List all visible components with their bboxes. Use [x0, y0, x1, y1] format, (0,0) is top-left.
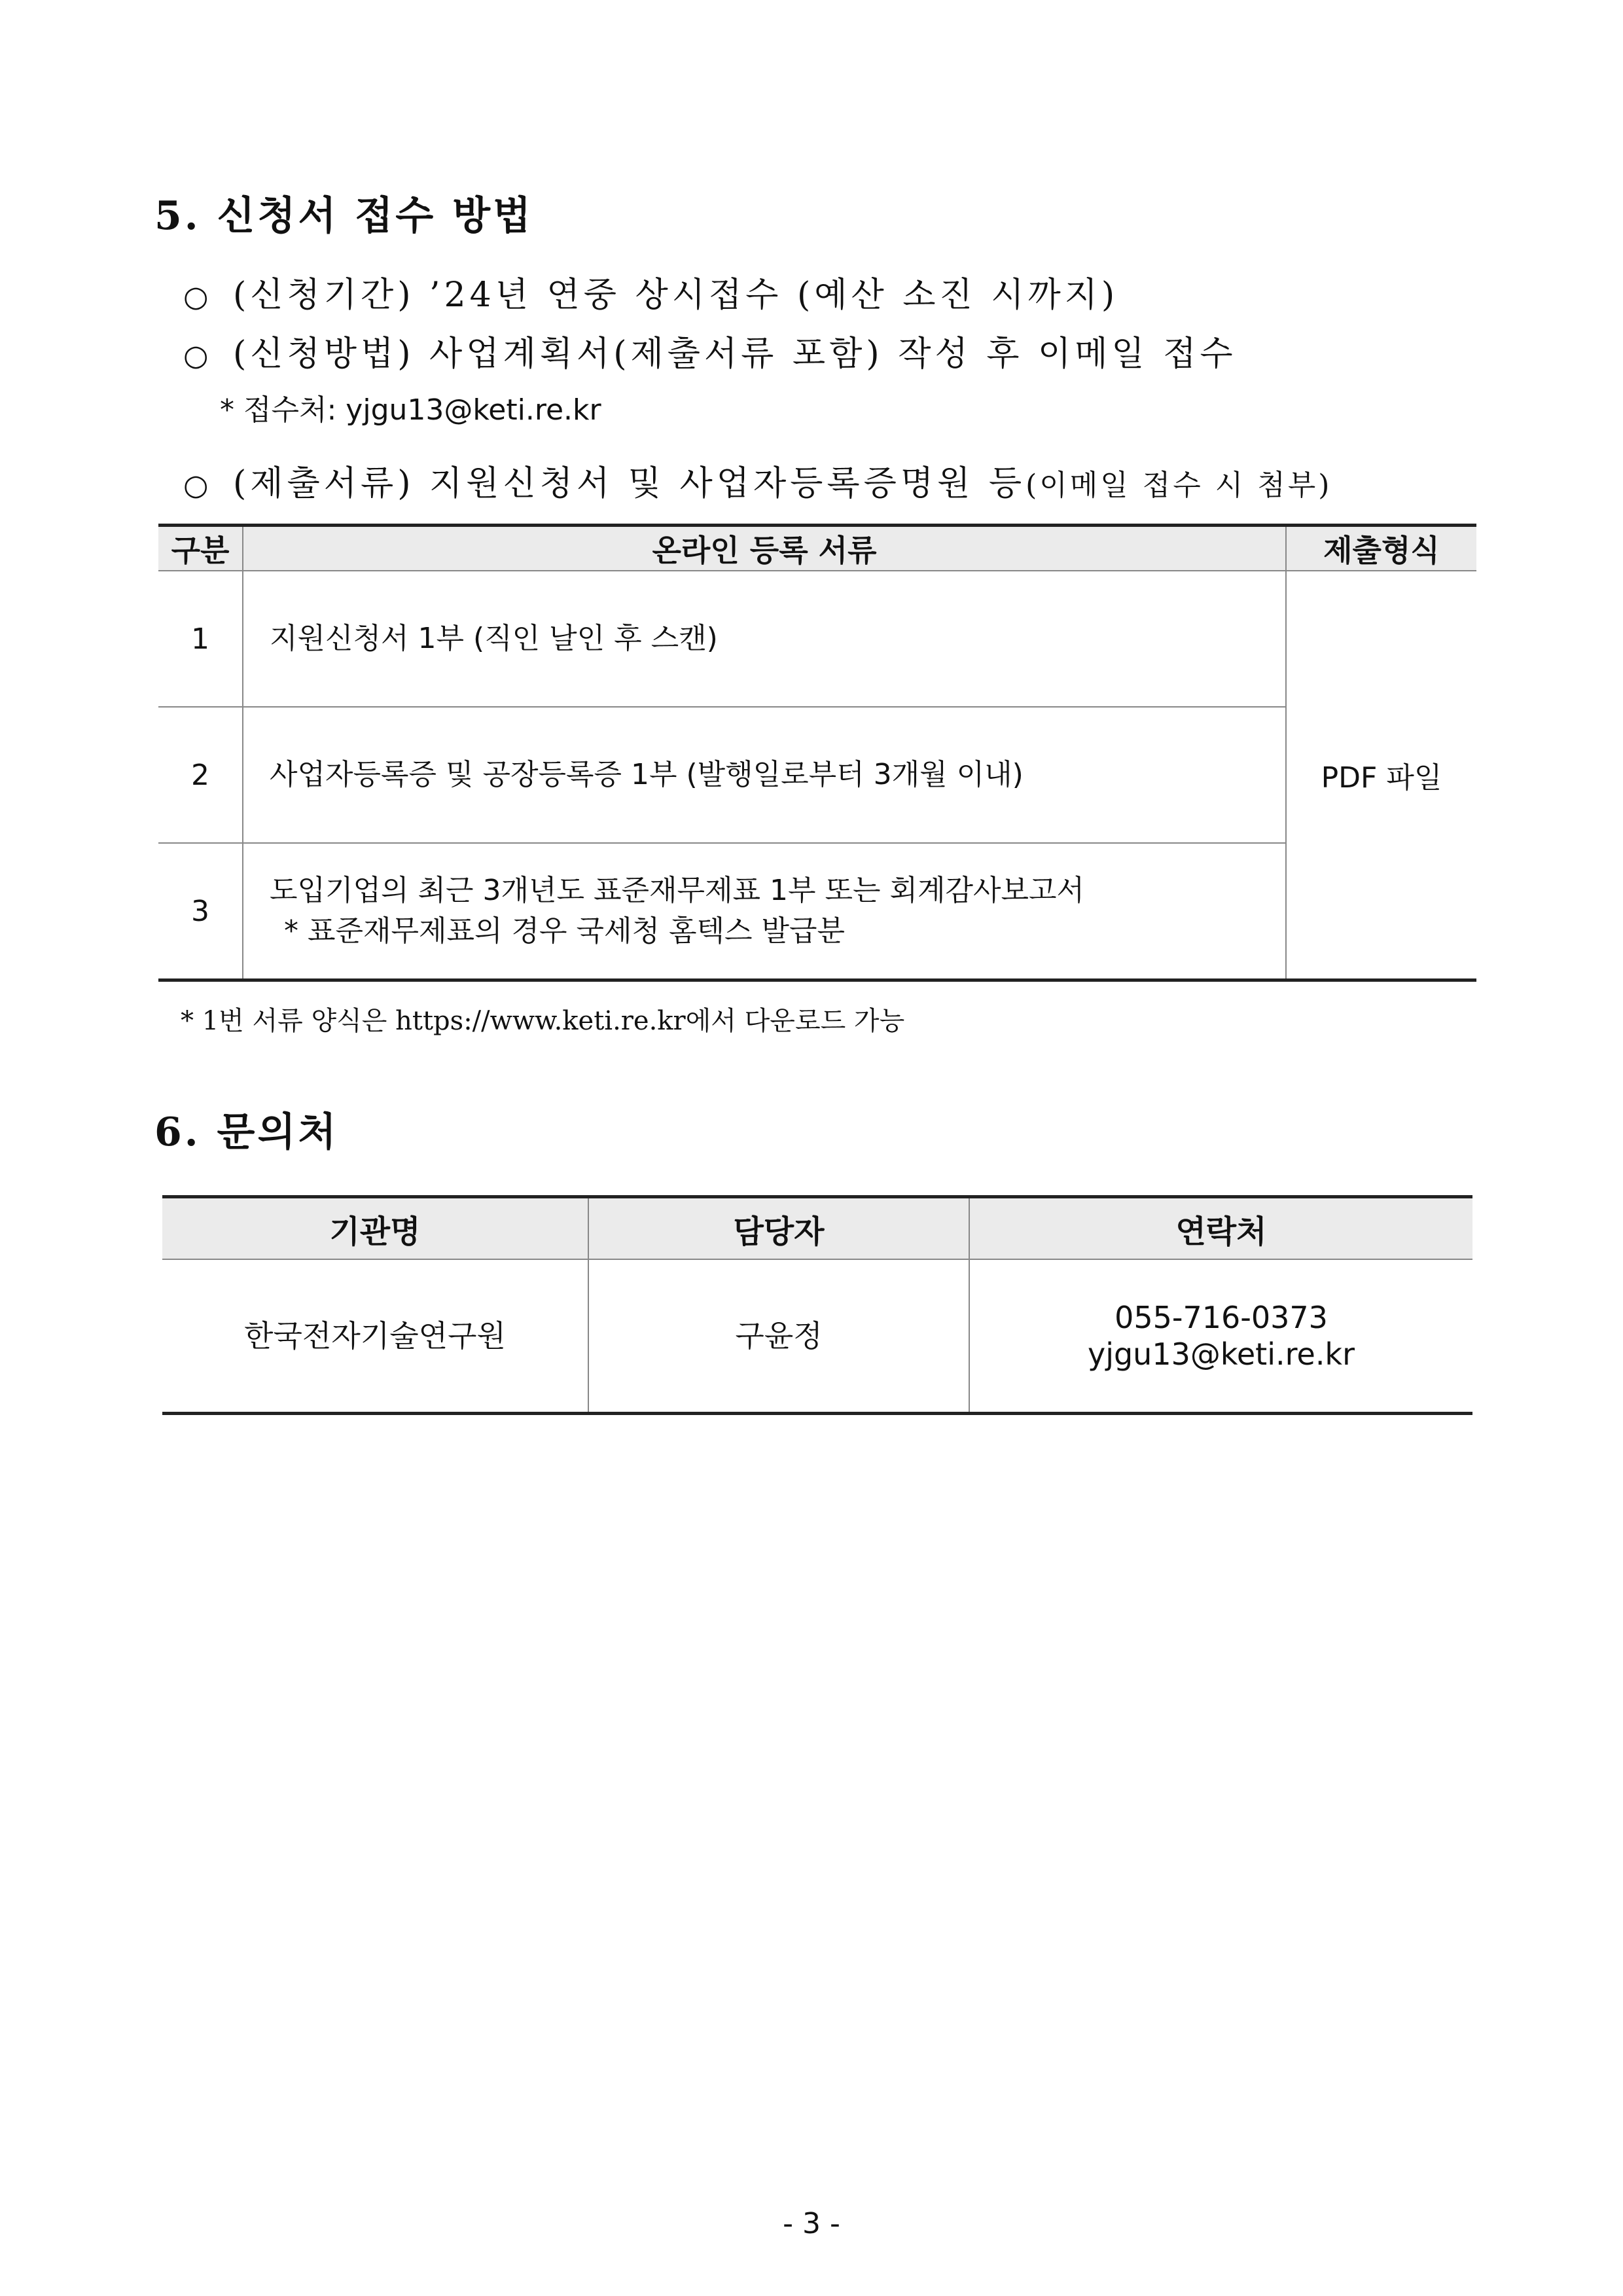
section-6-title: 6. 문의처: [154, 1109, 339, 1155]
bullet-text: (제출서류) 지원신청서 및 사업자등록증명원 등: [233, 464, 1026, 503]
circle-bullet-icon: ○: [183, 280, 209, 314]
row-number: 2: [158, 707, 243, 843]
bullet-application-period: [183, 267, 1118, 316]
documents-table: [158, 524, 1476, 982]
bullet-text: (신청방법) 사업계획서(제출서류 포함) 작성 후 이메일 접수: [233, 334, 1237, 374]
section-5-title: 5. 신청서 접수 방법: [154, 193, 534, 239]
circle-bullet-icon: ○: [183, 339, 209, 372]
phone-number: 055-716-0373: [1115, 1300, 1328, 1335]
row-description-note: * 표준재무제표의 경우 국세청 홈텍스 발급분: [284, 914, 846, 948]
row-number: 1: [158, 571, 243, 707]
row-number: 3: [158, 843, 243, 980]
circle-bullet-icon: ○: [183, 469, 209, 502]
bullet-text: (신청기간) ’24년 연중 상시접수 (예산 소진 시까지): [233, 276, 1119, 315]
organization-name: 한국전자기술연구원: [162, 1259, 588, 1414]
table-row: [158, 843, 1476, 980]
table-row: [158, 571, 1476, 707]
header-person: 담당자: [588, 1197, 969, 1260]
contact-table: [162, 1195, 1472, 1415]
header-organization: 기관명: [162, 1197, 588, 1260]
header-contact: 연락처: [969, 1197, 1472, 1260]
submission-email-note: * 접수처: yjgu13@keti.re.kr: [220, 393, 601, 427]
email-address: yjgu13@keti.re.kr: [1087, 1336, 1355, 1372]
table-header-row: [158, 526, 1476, 571]
table-header-row: [162, 1197, 1472, 1260]
format-cell: PDF 파일: [1286, 571, 1476, 980]
form-download-footnote: * 1번 서류 양식은 https://www.keti.re.kr에서 다운로드 가능: [181, 1006, 905, 1036]
header-category: 구분: [158, 526, 243, 571]
bullet-application-method: [183, 326, 1237, 375]
row-description: 지원신청서 1부 (직인 날인 후 스캔): [243, 571, 1286, 707]
person-name: 구윤정: [588, 1259, 969, 1414]
row-description: [243, 843, 1286, 980]
contact-info: [969, 1259, 1472, 1414]
row-description-main: 도입기업의 최근 3개년도 표준재무제표 1부 또는 회계감사보고서: [270, 874, 1085, 907]
row-description: 사업자등록증 및 공장등록증 1부 (발행일로부터 3개월 이내): [243, 707, 1286, 843]
table-row: [158, 707, 1476, 843]
header-documents: 온라인 등록 서류: [243, 526, 1286, 571]
bullet-submission-documents: [183, 456, 1332, 505]
header-format: 제출형식: [1286, 526, 1476, 571]
page-number: - 3 -: [783, 2207, 840, 2240]
bullet-text-small: (이메일 접수 시 첨부): [1026, 469, 1332, 502]
table-row: [162, 1259, 1472, 1414]
